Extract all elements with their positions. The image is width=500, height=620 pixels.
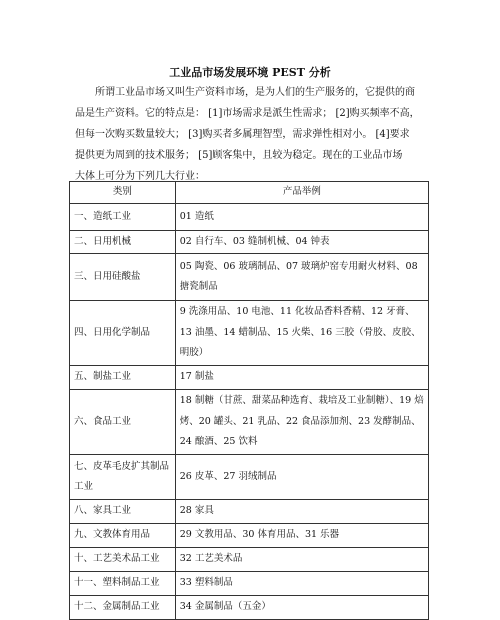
table-header-row [70, 182, 429, 204]
table-row [70, 572, 429, 596]
products-cell: 02 自行车、03 缝制机械、04 钟表 [175, 231, 428, 254]
products-cell: 34 金属制品（五金） [175, 596, 428, 620]
intro-line: 提供更为周到的技术服务； [5]顾客集中，且较为稳定。现在的工业品市场 [75, 150, 403, 161]
products-cell: 28 家具 [175, 500, 428, 524]
category-cell: 七、皮革毛皮扩其制品工业 [70, 455, 176, 500]
table-row [70, 455, 429, 500]
intro-line: 所谓工业品市场又叫生产资料市场，是为人们的生产服务的，它提供的商 [95, 87, 415, 98]
category-cell: 三、日用硅酸盐 [70, 254, 176, 301]
category-cell: 五、制盐工业 [70, 366, 176, 390]
category-cell: 十二、金属制品工业 [70, 596, 176, 620]
products-cell: 05 陶瓷、06 玻璃制品、07 玻璃炉窑专用耐火材料、08 搪瓷制品 [175, 254, 428, 301]
table-row [70, 366, 429, 390]
category-cell: 六、食品工业 [70, 390, 176, 455]
industry-table [69, 181, 429, 620]
category-cell: 二、日用机械 [70, 231, 176, 254]
intro-line: 但每一次购买数量较大； [3]购买者多属理智型，需求弹性相对小。 [4]要求 [75, 129, 410, 140]
header-products: 产品举例 [175, 182, 428, 204]
intro-paragraph [75, 82, 427, 187]
table-row [70, 548, 429, 572]
products-cell: 29 文教用品、30 体育用品、31 乐器 [175, 524, 428, 548]
table-row [70, 254, 429, 301]
table-row [70, 524, 429, 548]
category-cell: 十、工艺美术品工业 [70, 548, 176, 572]
products-cell: 32 工艺美术品 [175, 548, 428, 572]
category-cell: 八、家具工业 [70, 500, 176, 524]
table-row [70, 500, 429, 524]
intro-line: 大体上可分为下列几大行业： [75, 171, 205, 182]
document-title: 工业品市场发展环境 PEST 分析 [169, 66, 331, 79]
products-cell: 17 制盐 [175, 366, 428, 390]
table-row [70, 301, 429, 366]
table-row [70, 231, 429, 254]
table-row [70, 204, 429, 231]
products-cell: 18 制糖（甘蔗、甜菜品种选育、栽培及工业制糖）、19 焙烤、20 罐头、21 乳品、22 食品添加剂、23 发酵制品、24 酿酒、25 饮料 [175, 390, 428, 455]
category-cell: 四、日用化学制品 [70, 301, 176, 366]
products-cell: 9 洗涤用品、10 电池、11 化妆品香料香精、12 牙膏、13 油墨、14 蜡制品、15 火柴、16 三胶（骨胶、皮胶、明胶） [175, 301, 428, 366]
table-row [70, 596, 429, 620]
products-cell: 01 造纸 [175, 204, 428, 231]
products-cell: 26 皮革、27 羽绒制品 [175, 455, 428, 500]
category-cell: 十一、塑料制品工业 [70, 572, 176, 596]
category-cell: 一、造纸工业 [70, 204, 176, 231]
table-row [70, 390, 429, 455]
category-cell: 九、文教体育用品 [70, 524, 176, 548]
products-cell: 33 塑料制品 [175, 572, 428, 596]
intro-line: 品是生产资料。它的特点是： [1]市场需求是派生性需求； [2]购买频率不高， [75, 108, 420, 119]
header-category: 类别 [70, 182, 176, 204]
